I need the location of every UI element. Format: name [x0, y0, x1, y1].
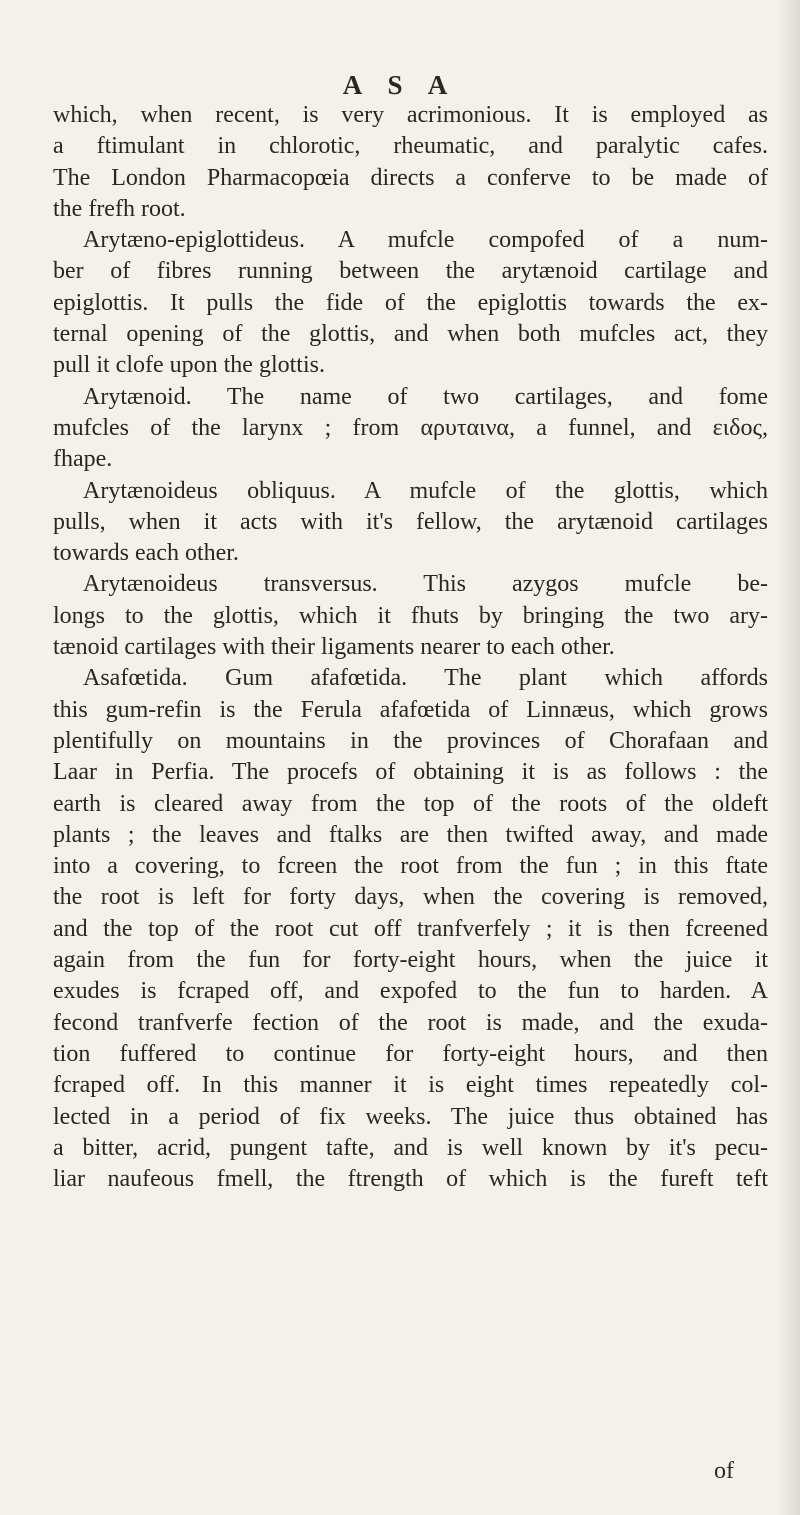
text-line: The London Pharmacopœia directs a conferve to be made of: [53, 164, 768, 191]
text-line: lected in a period of fix weeks. The juice thus obtained has: [53, 1103, 768, 1130]
text-line: plentifully on mountains in the provinces of Chorafaan and: [53, 727, 768, 754]
entry-headline: Arytænoideus obliquus. A mufcle of the glottis, which: [83, 477, 768, 504]
text-line: and the top of the root cut off tranfverfely ; it is then fcreened: [53, 915, 768, 942]
text-line: into a covering, to fcreen the root from the fun ; in this ftate: [53, 853, 768, 880]
text-line: tænoid cartilages with their ligaments nearer to each other.: [53, 634, 615, 661]
text-line: pulls, when it acts with it's fellow, the arytænoid cartilages: [53, 508, 768, 535]
text-line: this gum-refin is the Ferula afafœtida of Linnæus, which grows: [53, 696, 768, 723]
body-text: [53, 100, 768, 1195]
text-line: fhape.: [53, 446, 113, 473]
page-edge-shadow: [778, 0, 800, 1515]
text-line: ternal opening of the glottis, and when both mufcles act, they: [53, 321, 768, 348]
text-line: tion fuffered to continue for forty-eight hours, and then: [53, 1040, 768, 1067]
entry-headline: Arytæno-epiglottideus. A mufcle compofed of a num-: [83, 227, 768, 254]
text-line: towards each other.: [53, 540, 239, 567]
entry-headline: Asafœtida. Gum afafœtida. The plant which affords: [83, 665, 768, 692]
text-line: fecond tranfverfe fection of the root is made, and the exuda-: [53, 1009, 768, 1036]
text-line: a ftimulant in chlorotic, rheumatic, and paralytic cafes.: [53, 133, 768, 160]
text-line: which, when recent, is very acrimonious. It is employed as: [53, 102, 768, 128]
text-line: ber of fibres running between the arytænoid cartilage and: [53, 258, 768, 285]
text-line: again from the fun for forty-eight hours, when the juice it: [53, 947, 768, 974]
text-line: plants ; the leaves and ftalks are then twifted away, and made: [53, 821, 768, 848]
text-line: fcraped off. In this manner it is eight times repeatedly col-: [53, 1072, 768, 1099]
text-line: exudes is fcraped off, and expofed to the fun to harden. A: [53, 978, 768, 1005]
text-line: mufcles of the larynx ; from αρυταινα, a funnel, and ειδος,: [53, 414, 768, 441]
text-line: liar naufeous fmell, the ftrength of which is the fureft teft: [53, 1166, 768, 1193]
running-head: A S A: [342, 70, 458, 100]
text-line: epiglottis. It pulls the fide of the epiglottis towards the ex-: [53, 289, 768, 316]
text-line: pull it clofe upon the glottis.: [53, 352, 325, 379]
entry-headline: Arytænoid. The name of two cartilages, and fome: [83, 383, 768, 410]
text-line: Laar in Perfia. The procefs of obtaining it is as follows : the: [53, 759, 768, 786]
catchword: of: [714, 1458, 734, 1484]
entry-headline: Arytænoideus transversus. This azygos mufcle be-: [83, 571, 768, 598]
text-line: the root is left for forty days, when the covering is removed,: [53, 884, 768, 911]
text-line: a bitter, acrid, pungent tafte, and is well known by it's pecu-: [53, 1134, 768, 1161]
text-line: the frefh root.: [53, 195, 186, 222]
text-line: earth is cleared away from the top of the roots of the oldeft: [53, 790, 768, 817]
text-line: longs to the glottis, which it fhuts by bringing the two ary-: [53, 602, 768, 629]
